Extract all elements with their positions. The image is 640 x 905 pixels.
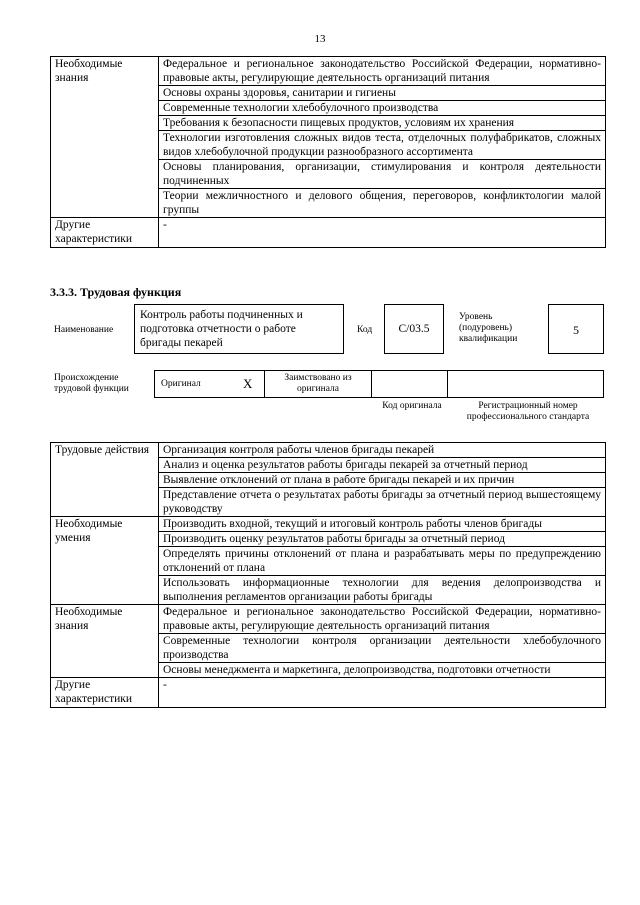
table-cell: Основы охраны здоровья, санитарии и гигиены: [159, 86, 606, 101]
page-number: 13: [314, 33, 326, 45]
origin-table: [154, 370, 604, 398]
table-cell: Использовать информационные технологии для ведения делопроизводства и выполнения регламентов организации работы бригады: [159, 576, 606, 605]
table-cell: Федеральное и региональное законодательство Российской Федерации, нормативно-правовые акты, регулирующие деятельность организаций питания: [159, 57, 606, 86]
table-cell: -: [159, 678, 606, 708]
function-name-box: [134, 304, 344, 354]
table-cell: Определять причины отклонений от плана и разрабатывать меры по предупреждению отклонений от плана: [159, 547, 606, 576]
table-cell: Современные технологии хлебобулочного производства: [159, 101, 606, 116]
level-value: 5: [573, 323, 579, 337]
row-header: Необходимые знания: [51, 605, 159, 678]
code-box: [384, 304, 444, 354]
row-header: Другие характеристики: [51, 678, 159, 708]
table-cell: -: [159, 218, 606, 248]
row-header: Необходимые умения: [51, 517, 159, 605]
table-cell: Основы менеджмента и маркетинга, делопроизводства, подготовки отчетности: [159, 663, 606, 678]
table-cell: Производить входной, текущий и итоговый контроль работы членов бригады: [159, 517, 606, 532]
code-label: Код: [357, 325, 373, 335]
level-label: Уровень (подуровень) квалификации: [459, 312, 518, 344]
table-cell: Основы планирования, организации, стимулирования и контроля деятельности подчиненных: [159, 160, 606, 189]
table-cell: Производить оценку результатов работы бригады за отчетный период: [159, 532, 606, 547]
function-name-value: Контроль работы подчиненных и подготовка отчетности о работе бригады пекарей: [140, 309, 303, 349]
table-cell: Требования к безопасности пищевых продуктов, условиям их хранения: [159, 116, 606, 131]
table-cell: Теории межличностного и делового общения, переговоров, конфликтологии малой группы: [159, 189, 606, 218]
row-header: Необходимые знания: [51, 57, 159, 218]
original-label: Оригинал: [161, 379, 201, 389]
table-cell: Представление отчета о результатах работы бригады за отчетный период вышестоящему руководству: [159, 488, 606, 517]
origin-label: Происхождение трудовой функции: [54, 373, 129, 394]
code-original-label: Код оригинала: [382, 401, 442, 411]
row-header: Трудовые действия: [51, 443, 159, 517]
original-mark: X: [243, 376, 253, 391]
row-header: Другие характеристики: [51, 218, 159, 248]
level-box: [548, 304, 604, 354]
table-cell: Организация контроля работы членов бригады пекарей: [159, 443, 606, 458]
table-cell: Федеральное и региональное законодательство Российской Федерации, нормативно-правовые акты, регулирующие деятельность организаций питания: [159, 605, 606, 634]
table-cell: Анализ и оценка результатов работы бригады пекарей за отчетный период: [159, 458, 606, 473]
name-label: Наименование: [54, 325, 114, 335]
reg-number-label: Регистрационный номер профессионального стандарта: [466, 401, 590, 422]
table-cell: Технологии изготовления сложных видов теста, отделочных полуфабрикатов, сложных видов хлебобулочной продукции разнообразного ассортимента: [159, 131, 606, 160]
requirements-table-2: [50, 442, 606, 708]
requirements-table-1: [50, 56, 606, 248]
table-cell: Современные технологии контроля организации деятельности хлебобулочного производства: [159, 634, 606, 663]
code-value: С/03.5: [398, 323, 430, 335]
section-title: 3.3.3. Трудовая функция: [50, 285, 182, 299]
table-cell: Выявление отклонений от плана в работе бригады пекарей и их причин: [159, 473, 606, 488]
borrowed-label: Заимствовано из оригинала: [284, 373, 352, 394]
